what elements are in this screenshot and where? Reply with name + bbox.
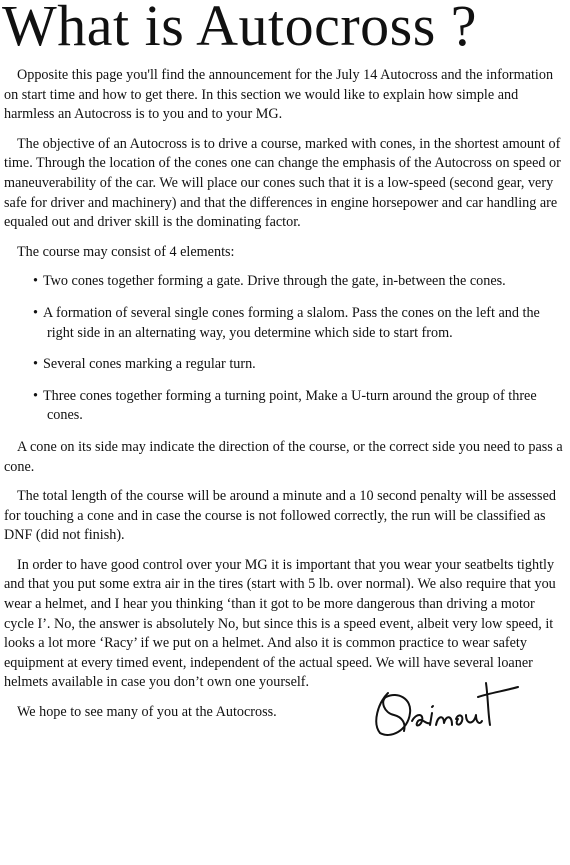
page-title: What is Autocross ?: [2, 0, 478, 58]
paragraph-elements-intro: The course may consist of 4 elements:: [17, 243, 235, 260]
closing-row: [4, 703, 566, 743]
paragraph-course-length: The total length of the course will be around a minute and a 10 second penalty will be assessed for touching a cone and in case the course is not followed correctly, the run will be classified as DNF (did not finish).: [4, 488, 556, 544]
paragraph-objective: The objective of an Autocross is to drive a course, marked with cones, in the shortest amount of time. Through the location of the cones one can change the emphasis of the Autocross on speed or maneuverability of the car. We will place our cones such that it is a low-speed (second gear, very safe for driver and machinery) and that the differences in engine horsepower and car handling are equaled out and driver skill is the dominating factor.: [4, 135, 561, 231]
list-item: [4, 387, 566, 426]
list-item-text: Three cones together forming a turning point, Make a U-turn around the group of three cones.: [43, 387, 537, 424]
closing-line: We hope to see many of you at the Autocross.: [17, 704, 277, 721]
list-item: [4, 272, 566, 292]
paragraph-safety: In order to have good control over your MG it is important that you wear your seatbelts tightly and that you put some extra air in the tires (start with 5 lb. over normal). We also require that you wear a helmet, and I hear you thinking ‘than it got to be more dangerous than driving a motor cycle I’. No, the answer is absolutely No, but since this is a speed event, albeit very low speed, it looks a lot more ‘Racy’ if we put on a helmet. And also it is common practice to wear safety equipment at every timed event, independent of the actual speed. We will have several loaner helmets available in case you don’t own one yourself.: [4, 556, 556, 691]
bullet-icon: •: [33, 387, 38, 404]
paragraph-intro: Opposite this page you'll find the announcement for the July 14 Autocross and the information on start time and how to get there. In this section we would like to explain how simple and harmless an Autocross is to you and to your MG.: [4, 67, 554, 123]
article-body: [4, 66, 566, 743]
bullet-icon: •: [33, 304, 38, 321]
course-elements-list: [4, 272, 566, 426]
list-item: [4, 355, 566, 375]
list-item-text: Two cones together forming a gate. Drive through the gate, in-between the cones.: [43, 273, 506, 290]
list-item-text: A formation of several single cones forming a slalom. Pass the cones on the left and the right side in an alternating way, you determine which side to start from.: [43, 304, 540, 341]
bullet-icon: •: [33, 356, 38, 373]
handwritten-signature: [364, 673, 524, 743]
paragraph-cone-side: A cone on its side may indicate the direction of the course, or the correct side you need to pass a cone.: [4, 438, 563, 475]
list-item-text: Several cones marking a regular turn.: [43, 356, 256, 373]
bullet-icon: •: [33, 273, 38, 290]
list-item: [4, 304, 566, 343]
